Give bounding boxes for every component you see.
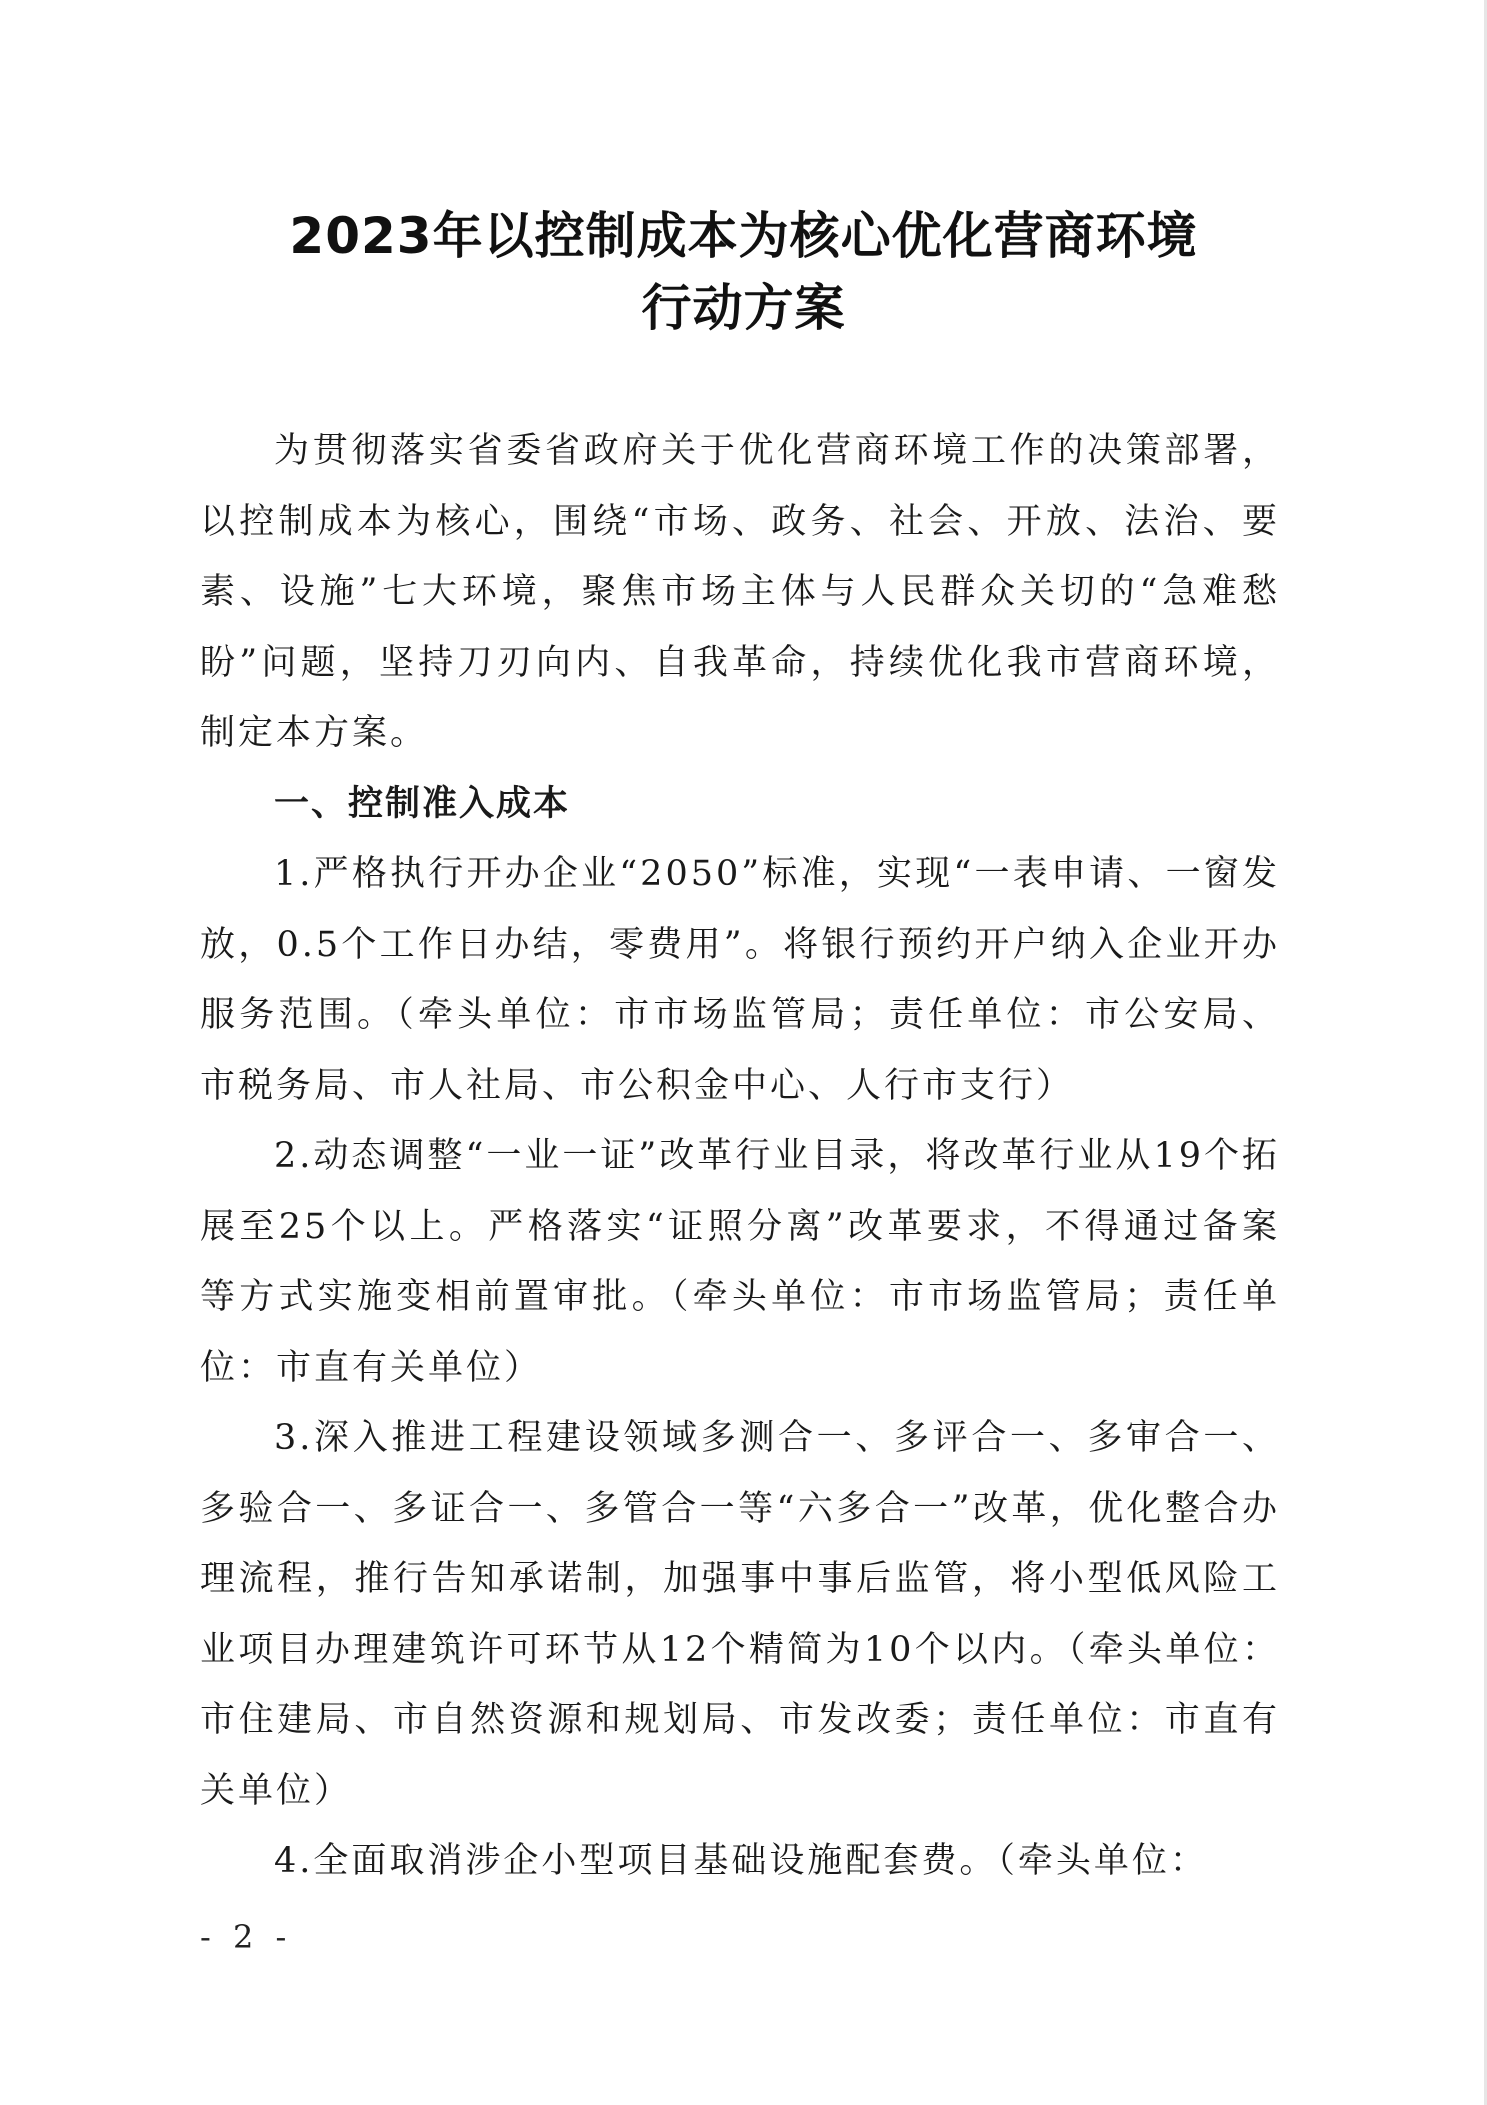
list-item: 2.动态调整“一业一证”改革行业目录，将改革行业从19个拓展至25个以上。严格落实“证照分离”改革要求，不得通过备案等方式实施变相前置审批。（牵头单位：市市场监管局；责任单位：市直有关单位）: [200, 1136, 1280, 1388]
document-body: [200, 416, 1280, 1897]
list-item: 4.全面取消涉企小型项目基础设施配套费。（牵头单位：: [274, 1841, 1208, 1881]
title-line-1: 2023年以控制成本为核心优化营商环境: [289, 207, 1198, 265]
document-title: [0, 200, 1487, 344]
list-item: 1.严格执行开办企业“2050”标准，实现“一表申请、一窗发放，0.5个工作日办结，零费用”。将银行预约开户纳入企业开办服务范围。（牵头单位：市市场监管局；责任单位：市公安局、市税务局、市人社局、市公积金中心、人行市支行）: [200, 854, 1280, 1106]
title-line-2: 行动方案: [641, 279, 846, 337]
page-number: - 2 -: [200, 1918, 293, 1956]
section-heading: 一、控制准入成本: [274, 783, 571, 824]
intro-paragraph: 为贯彻落实省委省政府关于优化营商环境工作的决策部署，以控制成本为核心，围绕“市场、政务、社会、开放、法治、要素、设施”七大环境，聚焦市场主体与人民群众关切的“急难愁盼”问题，坚持刀刃向内、自我革命，持续优化我市营商环境，制定本方案。: [200, 431, 1280, 753]
list-item: 3.深入推进工程建设领域多测合一、多评合一、多审合一、多验合一、多证合一、多管合一等“六多合一”改革，优化整合办理流程，推行告知承诺制，加强事中事后监管，将小型低风险工业项目办理建筑许可环节从12个精简为10个以内。（牵头单位：市住建局、市自然资源和规划局、市发改委；责任单位：市直有关单位）: [200, 1418, 1280, 1811]
